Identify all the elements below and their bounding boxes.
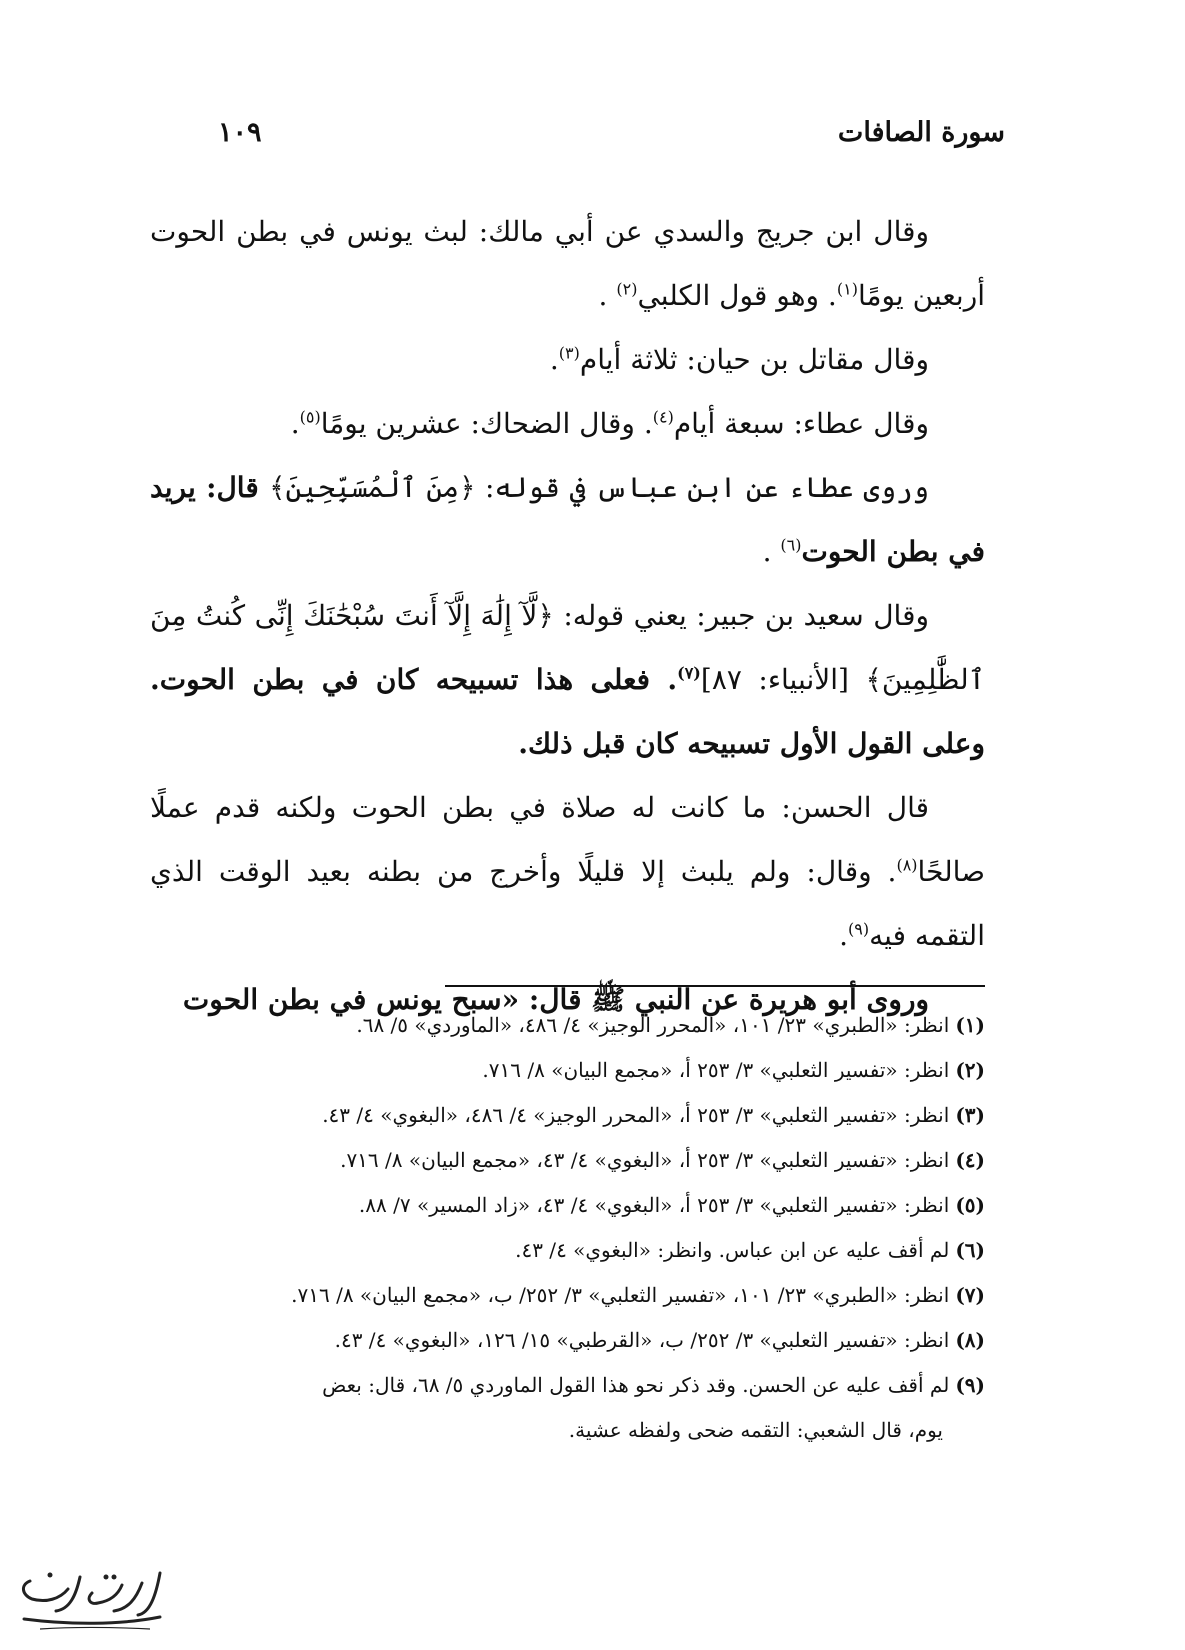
paragraph-7: وروى أبو هريرة عن النبي ﷺ قال: «سبح يونس في بطن الحوت [182,983,929,1016]
paragraph-5: وقال سعيد بن جبير: يعني قوله: ﴿لَّآ إِلَٰهَ إِلَّآ أَنتَ سُبْحَٰنَكَ إِنِّى كُنتُ مِنَ ٱلظَّٰلِمِينَ﴾ [الأنبياء: ٨٧]$^{(٧)}$. فعلى هذا تسبيحه كان في بطن الحوت. وعلى القول الأول تسبيحه كان قبل ذلك. [150,599,986,760]
paragraph-2: وقال مقاتل بن حيان: ثلاثة أيام$^{(٣)}$. [549,343,929,376]
page-header [218,112,1005,152]
footnotes [150,1003,985,1453]
page-number: ١٠٩ [218,116,262,148]
paragraph-4: وروى عطاء عن ابن عباس في قوله: ﴿مِنَ ٱلْمُسَبِّحِينَ﴾ قال: يريد في بطن الحوت$^{(٦)}$ . [150,471,985,568]
paragraph-1: وقال ابن جريج والسدي عن أبي مالك: لبث يونس في بطن الحوت أربعين يومًا$^{(١)}$. وهو قول الكلبي$^{(٢)}$ . [150,215,985,312]
footnote-ref-7[interactable]: (٧) [677,663,701,683]
verse-citation: [الأنبياء: ٨٧] [700,663,866,696]
footnote: (٩)لم أقف عليه عن الحسن. وقد ذكر نحو هذا القول الماوردي ٥/ ٦٨، قال: بعض [322,1373,985,1397]
footnote: (٢)انظر: «تفسير الثعلبي» ٣/ ٢٥٣ أ، «مجمع البيان» ٨/ ٧١٦. [482,1058,985,1082]
footnote-continuation: يوم، قال الشعبي: التقمه ضحى ولفظه عشية. [568,1418,943,1442]
footnote: (٣)انظر: «تفسير الثعلبي» ٣/ ٢٥٣ أ، «المحرر الوجيز» ٤/ ٤٨٦، «البغوي» ٤/ ٤٣. [322,1103,985,1127]
footnote: (٦)لم أقف عليه عن ابن عباس. وانظر: «البغوي» ٤/ ٤٣. [515,1238,985,1262]
footnote-divider [445,985,985,987]
footnote: (١)انظر: «الطبري» ٢٣/ ١٠١، «المحرر الوجيز» ٤/ ٤٨٦، «الماوردي» ٥/ ٦٨. [356,1013,985,1037]
footnote-ref-9[interactable]: (٩) [848,919,870,939]
calligraphy-logo-icon [10,1555,170,1635]
footnote-ref-5[interactable]: (٥) [299,407,321,427]
paragraph-6: قال الحسن: ما كانت له صلاة في بطن الحوت ولكنه قدم عملًا صالحًا$^{(٨)}$. وقال: ولم يلبث إلا قليلًا وأخرج من بطنه بعيد الوقت الذي التقمه فيه$^{(٩)}$. [150,791,985,952]
main-text [150,200,985,1032]
footnote: (٧)انظر: «الطبري» ٢٣/ ١٠١، «تفسير الثعلبي» ٣/ ٢٥٢/ ب، «مجمع البيان» ٨/ ٧١٦. [291,1283,985,1307]
surah-title: سورة الصافات [837,116,1005,148]
footnote-ref-8[interactable]: (٨) [896,855,918,875]
footnote: (٤)انظر: «تفسير الثعلبي» ٣/ ٢٥٣ أ، «البغوي» ٤/ ٤٣، «مجمع البيان» ٨/ ٧١٦. [340,1148,985,1172]
footnote-ref-6[interactable]: (٦) [780,535,802,555]
quran-verse: ﴿لَّآ إِلَٰهَ إِلَّآ أَنتَ سُبْحَٰنَكَ إِنِّى كُنتُ مِنَ ٱلظَّٰلِمِينَ﴾ [150,599,986,696]
footnote-ref-4[interactable]: (٤) [652,407,674,427]
footnote: (٥)انظر: «تفسير الثعلبي» ٣/ ٢٥٣ أ، «البغوي» ٤/ ٤٣، «زاد المسير» ٧/ ٨٨. [358,1193,985,1217]
footnote: (٨)انظر: «تفسير الثعلبي» ٣/ ٢٥٢/ ب، «القرطبي» ١٥/ ١٢٦، «البغوي» ٤/ ٤٣. [334,1328,985,1352]
quran-verse: ﴿مِنَ ٱلْمُسَبِّحِينَ﴾ [269,471,476,504]
footnote-ref-3[interactable]: (٣) [558,343,580,363]
footnote-ref-1[interactable]: (١) [836,279,858,299]
footnote-ref-2[interactable]: (٢) [616,279,638,299]
paragraph-3: وقال عطاء: سبعة أيام$^{(٤)}$. وقال الضحاك: عشرين يومًا$^{(٥)}$. [290,407,929,440]
